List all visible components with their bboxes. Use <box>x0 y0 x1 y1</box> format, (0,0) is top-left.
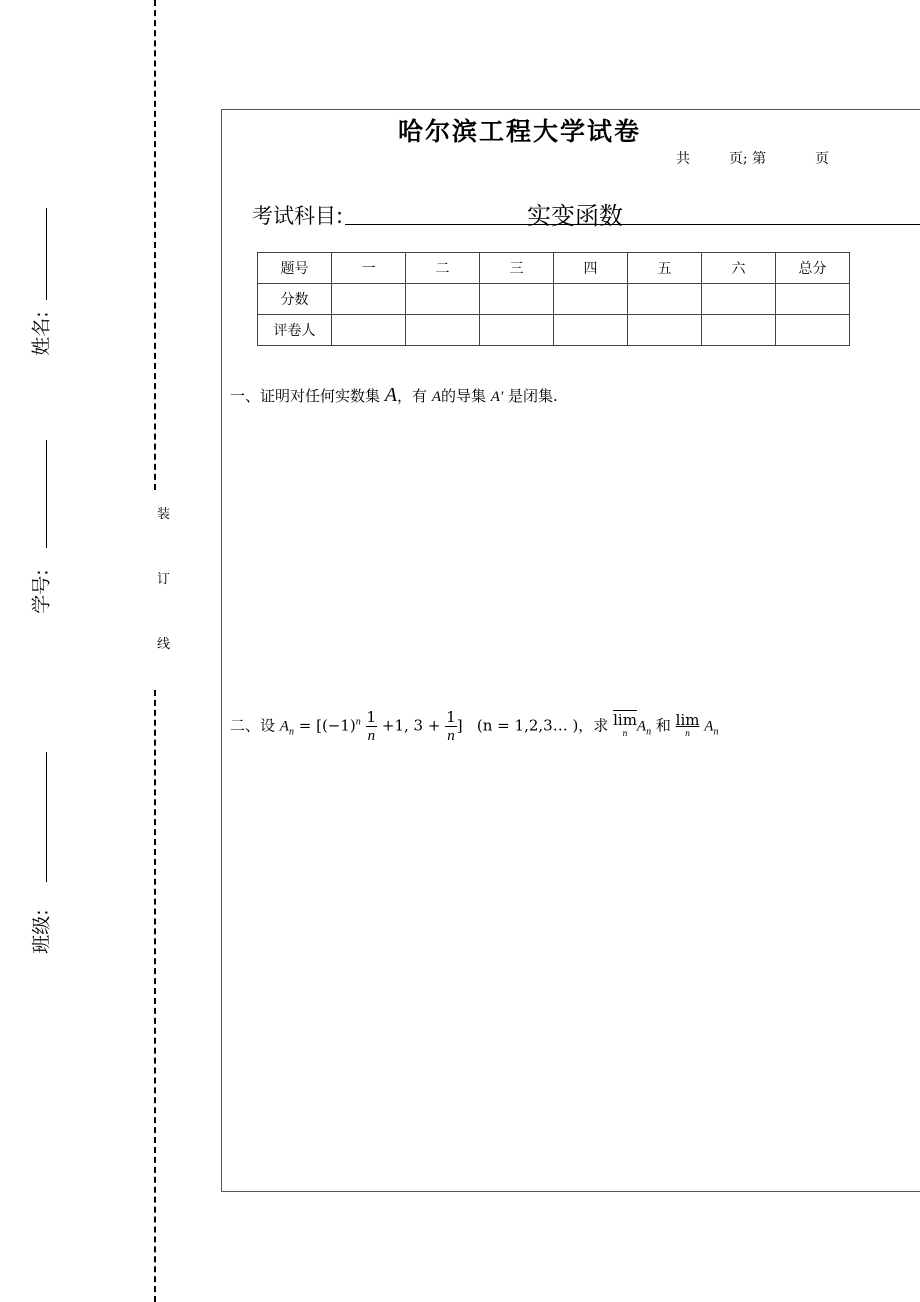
pages-sep-label: 页; 第 <box>728 151 767 167</box>
subject-label: 考试科目: <box>252 204 344 228</box>
score-table <box>257 252 850 346</box>
q2-text: ] <box>456 716 463 735</box>
q1-text: ，有 <box>397 387 428 405</box>
lim-text: lim <box>675 710 700 729</box>
q2-exp: n <box>355 716 361 728</box>
q1-var: A <box>431 389 441 405</box>
binding-char: 线 <box>157 637 171 652</box>
fraction <box>366 708 378 745</box>
score-cell[interactable] <box>332 284 406 315</box>
q2-text: +1, 3 + <box>381 716 441 735</box>
fraction <box>445 708 457 745</box>
grader-cell[interactable] <box>702 315 776 346</box>
page-count <box>676 148 829 168</box>
exam-title: 哈尔滨工程大学试卷 <box>398 117 642 146</box>
binding-line-top <box>154 0 156 490</box>
class-label: 班级: <box>30 909 53 954</box>
q2-text: = [(−1) <box>298 716 356 735</box>
q2-var: A <box>704 718 714 735</box>
student-id-field[interactable] <box>46 440 47 548</box>
lim-text: $\overline{lim}$ <box>613 710 637 729</box>
header-cell: 四 <box>554 253 628 284</box>
row-label: 分数 <box>258 284 332 315</box>
grader-cell[interactable] <box>776 315 850 346</box>
q2-text: (n = 1,2,3… )，求 <box>476 716 609 735</box>
score-cell[interactable] <box>776 284 850 315</box>
subject-value: 实变函数 <box>527 202 623 230</box>
name-field[interactable] <box>46 208 47 300</box>
header-cell: 六 <box>702 253 776 284</box>
grader-cell[interactable] <box>406 315 480 346</box>
header-cell: 五 <box>628 253 702 284</box>
score-cell[interactable] <box>480 284 554 315</box>
binding-char: 订 <box>157 572 171 587</box>
denominator: n <box>367 728 376 744</box>
q2-sub: n <box>288 726 294 738</box>
liminf <box>675 710 700 741</box>
table-row <box>258 284 850 315</box>
q1-var: A′ <box>490 389 504 405</box>
question-2 <box>230 708 718 745</box>
score-cell[interactable] <box>554 284 628 315</box>
q1-var: A <box>384 384 398 406</box>
q2-var: A <box>279 718 289 735</box>
score-cell[interactable] <box>406 284 480 315</box>
header-cell: 二 <box>406 253 480 284</box>
q1-text: 一、证明对任何实数集 <box>230 387 381 405</box>
score-cell[interactable] <box>702 284 776 315</box>
numerator: 1 <box>446 708 456 726</box>
binding-line-bottom <box>154 690 156 1302</box>
q2-text: 和 <box>655 716 671 735</box>
numerator: 1 <box>366 708 377 726</box>
q2-var: A <box>636 718 647 735</box>
question-1 <box>230 384 558 407</box>
header-cell: 一 <box>332 253 406 284</box>
lim-sub: n <box>622 728 628 738</box>
lim-sub: n <box>685 728 691 738</box>
binding-char: 装 <box>157 507 171 522</box>
student-id-label: 学号: <box>30 569 53 614</box>
header-cell: 总分 <box>776 253 850 284</box>
grader-cell[interactable] <box>332 315 406 346</box>
grader-cell[interactable] <box>628 315 702 346</box>
row-label: 评卷人 <box>258 315 332 346</box>
pages-total-label: 共 <box>676 151 690 167</box>
grader-cell[interactable] <box>554 315 628 346</box>
score-cell[interactable] <box>628 284 702 315</box>
q1-text: 的导集 <box>440 387 486 405</box>
header-cell: 三 <box>480 253 554 284</box>
denominator: n <box>447 728 455 744</box>
table-header-row <box>258 253 850 284</box>
header-cell: 题号 <box>258 253 332 284</box>
table-row <box>258 315 850 346</box>
name-label: 姓名: <box>30 311 53 356</box>
class-field[interactable] <box>46 752 47 882</box>
q2-sub: n <box>713 726 719 738</box>
q2-sub: n <box>646 726 652 738</box>
pages-end-label: 页 <box>814 151 829 167</box>
q2-text: 二、设 <box>230 716 276 735</box>
limsup <box>613 710 637 741</box>
q1-text: 是闭集. <box>508 387 558 405</box>
subject-underline <box>345 224 920 225</box>
grader-cell[interactable] <box>480 315 554 346</box>
